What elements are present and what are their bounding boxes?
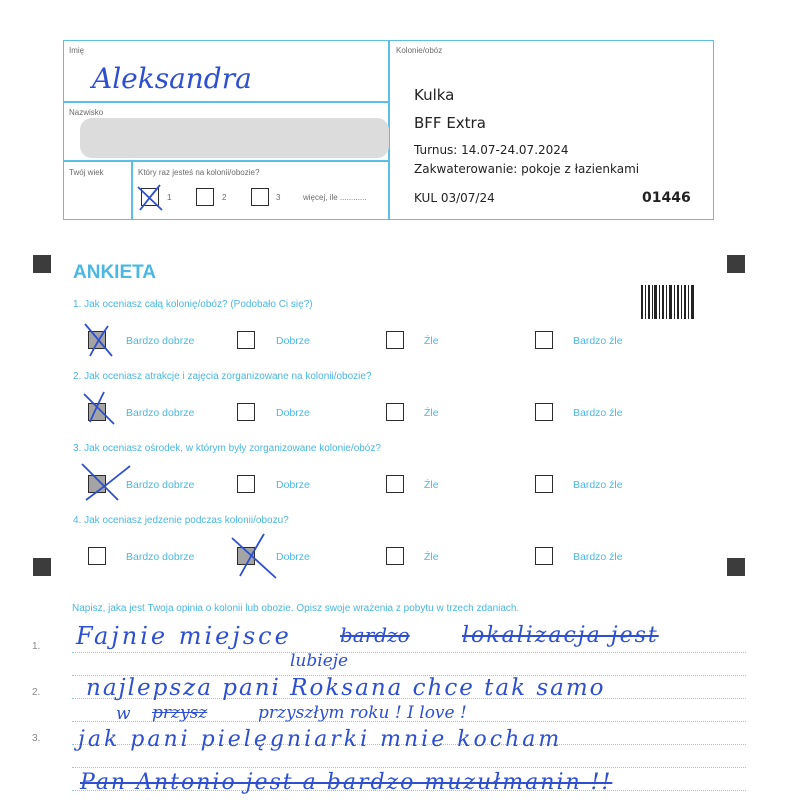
header-divider-1 bbox=[63, 101, 389, 103]
q1-checkbox-dobrze[interactable] bbox=[237, 331, 255, 349]
q3-label-bardzo-dobrze: Bardzo dobrze bbox=[126, 479, 195, 491]
barcode-icon bbox=[641, 285, 695, 319]
q4-label-bardzo-zle: Bardzo źle bbox=[573, 551, 623, 563]
handwriting-line-2: najlepsza pani Roksana chce tak samo bbox=[86, 675, 606, 701]
registration-mark bbox=[727, 255, 745, 273]
question-4: 4. Jak oceniasz jedzenie podczas kolonii/obozu? bbox=[73, 515, 289, 526]
q3-checkbox-bardzo-zle[interactable] bbox=[535, 475, 553, 493]
visit-option-2: 2 bbox=[222, 193, 227, 202]
cross-mark-icon bbox=[82, 320, 116, 360]
handwriting-line-3: jak pani pielęgniarki mnie kocham bbox=[78, 727, 563, 752]
kolonie-label: Kolonie/obóz bbox=[396, 46, 443, 55]
visit-option-3: 3 bbox=[276, 193, 281, 202]
camp-name: Kulka bbox=[414, 86, 455, 104]
q4-label-bardzo-dobrze: Bardzo dobrze bbox=[126, 551, 195, 563]
visit-option-more: więcej, ile ............ bbox=[303, 193, 367, 202]
handwriting-line-2b-prefix: w bbox=[116, 704, 131, 724]
zakwaterowanie: Zakwaterowanie: pokoje z łazienkami bbox=[414, 162, 640, 176]
q2-label-zle: Źle bbox=[424, 407, 439, 419]
q3-label-bardzo-zle: Bardzo źle bbox=[573, 479, 623, 491]
line-number-2: 2. bbox=[32, 687, 41, 698]
q4-checkbox-bardzo-dobrze[interactable] bbox=[88, 547, 106, 565]
q1-label-bardzo-zle: Bardzo źle bbox=[573, 335, 623, 347]
q1-checkbox-zle[interactable] bbox=[386, 331, 404, 349]
nazwisko-label: Nazwisko bbox=[69, 108, 104, 117]
q4-label-zle: Źle bbox=[424, 551, 439, 563]
q1-label-bardzo-dobrze: Bardzo dobrze bbox=[126, 335, 195, 347]
cross-mark-icon bbox=[80, 388, 120, 428]
q2-checkbox-dobrze[interactable] bbox=[237, 403, 255, 421]
visit-checkbox-3[interactable] bbox=[251, 188, 269, 206]
registration-mark bbox=[33, 255, 51, 273]
q1-checkbox-bardzo-zle[interactable] bbox=[535, 331, 553, 349]
visit-checkbox-2[interactable] bbox=[196, 188, 214, 206]
question-1: 1. Jak oceniasz całą kolonię/obóz? (Podobało Ci się?) bbox=[73, 299, 313, 310]
q4-label-dobrze: Dobrze bbox=[276, 551, 310, 563]
wiek-label: Twój wiek bbox=[69, 168, 104, 177]
handwriting-line-1a: Fajnie miejsce bbox=[76, 622, 292, 650]
ktory-raz-label: Który raz jesteś na kolonii/obozie? bbox=[138, 168, 260, 177]
handwriting-insert: lubieje bbox=[290, 651, 349, 671]
q2-label-bardzo-zle: Bardzo źle bbox=[573, 407, 623, 419]
handwriting-line-2b: przyszłym roku ! I love ! bbox=[258, 703, 467, 723]
q2-label-dobrze: Dobrze bbox=[276, 407, 310, 419]
header-divider-2 bbox=[63, 160, 389, 162]
q3-label-dobrze: Dobrze bbox=[276, 479, 310, 491]
header-divider-3 bbox=[131, 160, 133, 220]
handwriting-struck-2: lokalizacja jest bbox=[462, 623, 659, 648]
q2-checkbox-zle[interactable] bbox=[386, 403, 404, 421]
question-3: 3. Jak oceniasz ośrodek, w którym były zorganizowane kolonie/obóz? bbox=[73, 443, 381, 454]
question-2: 2. Jak oceniasz atrakcje i zajęcia zorganizowane na kolonii/obozie? bbox=[73, 371, 372, 382]
cross-mark-icon bbox=[226, 530, 282, 582]
handwriting-struck-1: bardzo bbox=[340, 623, 410, 647]
q3-checkbox-dobrze[interactable] bbox=[237, 475, 255, 493]
q2-label-bardzo-dobrze: Bardzo dobrze bbox=[126, 407, 195, 419]
line-number-1: 1. bbox=[32, 641, 41, 652]
handwriting-struck-3: przysz bbox=[152, 703, 208, 723]
registration-mark bbox=[727, 558, 745, 576]
opinion-line[interactable] bbox=[72, 767, 746, 768]
opinion-line[interactable] bbox=[72, 652, 746, 653]
q4-checkbox-bardzo-zle[interactable] bbox=[535, 547, 553, 565]
turnus: Turnus: 14.07-24.07.2024 bbox=[414, 143, 569, 157]
visit-option-1: 1 bbox=[167, 193, 172, 202]
registration-mark bbox=[33, 558, 51, 576]
form-number: 01446 bbox=[642, 190, 691, 206]
camp-code: KUL 03/07/24 bbox=[414, 191, 495, 205]
camp-program: BFF Extra bbox=[414, 114, 486, 132]
imie-value[interactable]: Aleksandra bbox=[92, 62, 252, 95]
opinion-prompt: Napisz, jaka jest Twoja opinia o kolonii lub obozie. Opisz swoje wrażenia z pobytu w trzech zdaniach. bbox=[72, 603, 520, 614]
q3-checkbox-zle[interactable] bbox=[386, 475, 404, 493]
q4-checkbox-zle[interactable] bbox=[386, 547, 404, 565]
handwriting-line-4: Pan Antonio jest a bardzo muzułmanin !! bbox=[80, 770, 613, 795]
line-number-3: 3. bbox=[32, 733, 41, 744]
nazwisko-redaction bbox=[80, 118, 389, 158]
cross-mark-icon bbox=[134, 183, 166, 213]
q3-label-zle: Źle bbox=[424, 479, 439, 491]
q2-checkbox-bardzo-zle[interactable] bbox=[535, 403, 553, 421]
q1-label-zle: Źle bbox=[424, 335, 439, 347]
survey-title: ANKIETA bbox=[73, 262, 157, 283]
q1-label-dobrze: Dobrze bbox=[276, 335, 310, 347]
imie-label: Imię bbox=[69, 46, 85, 55]
